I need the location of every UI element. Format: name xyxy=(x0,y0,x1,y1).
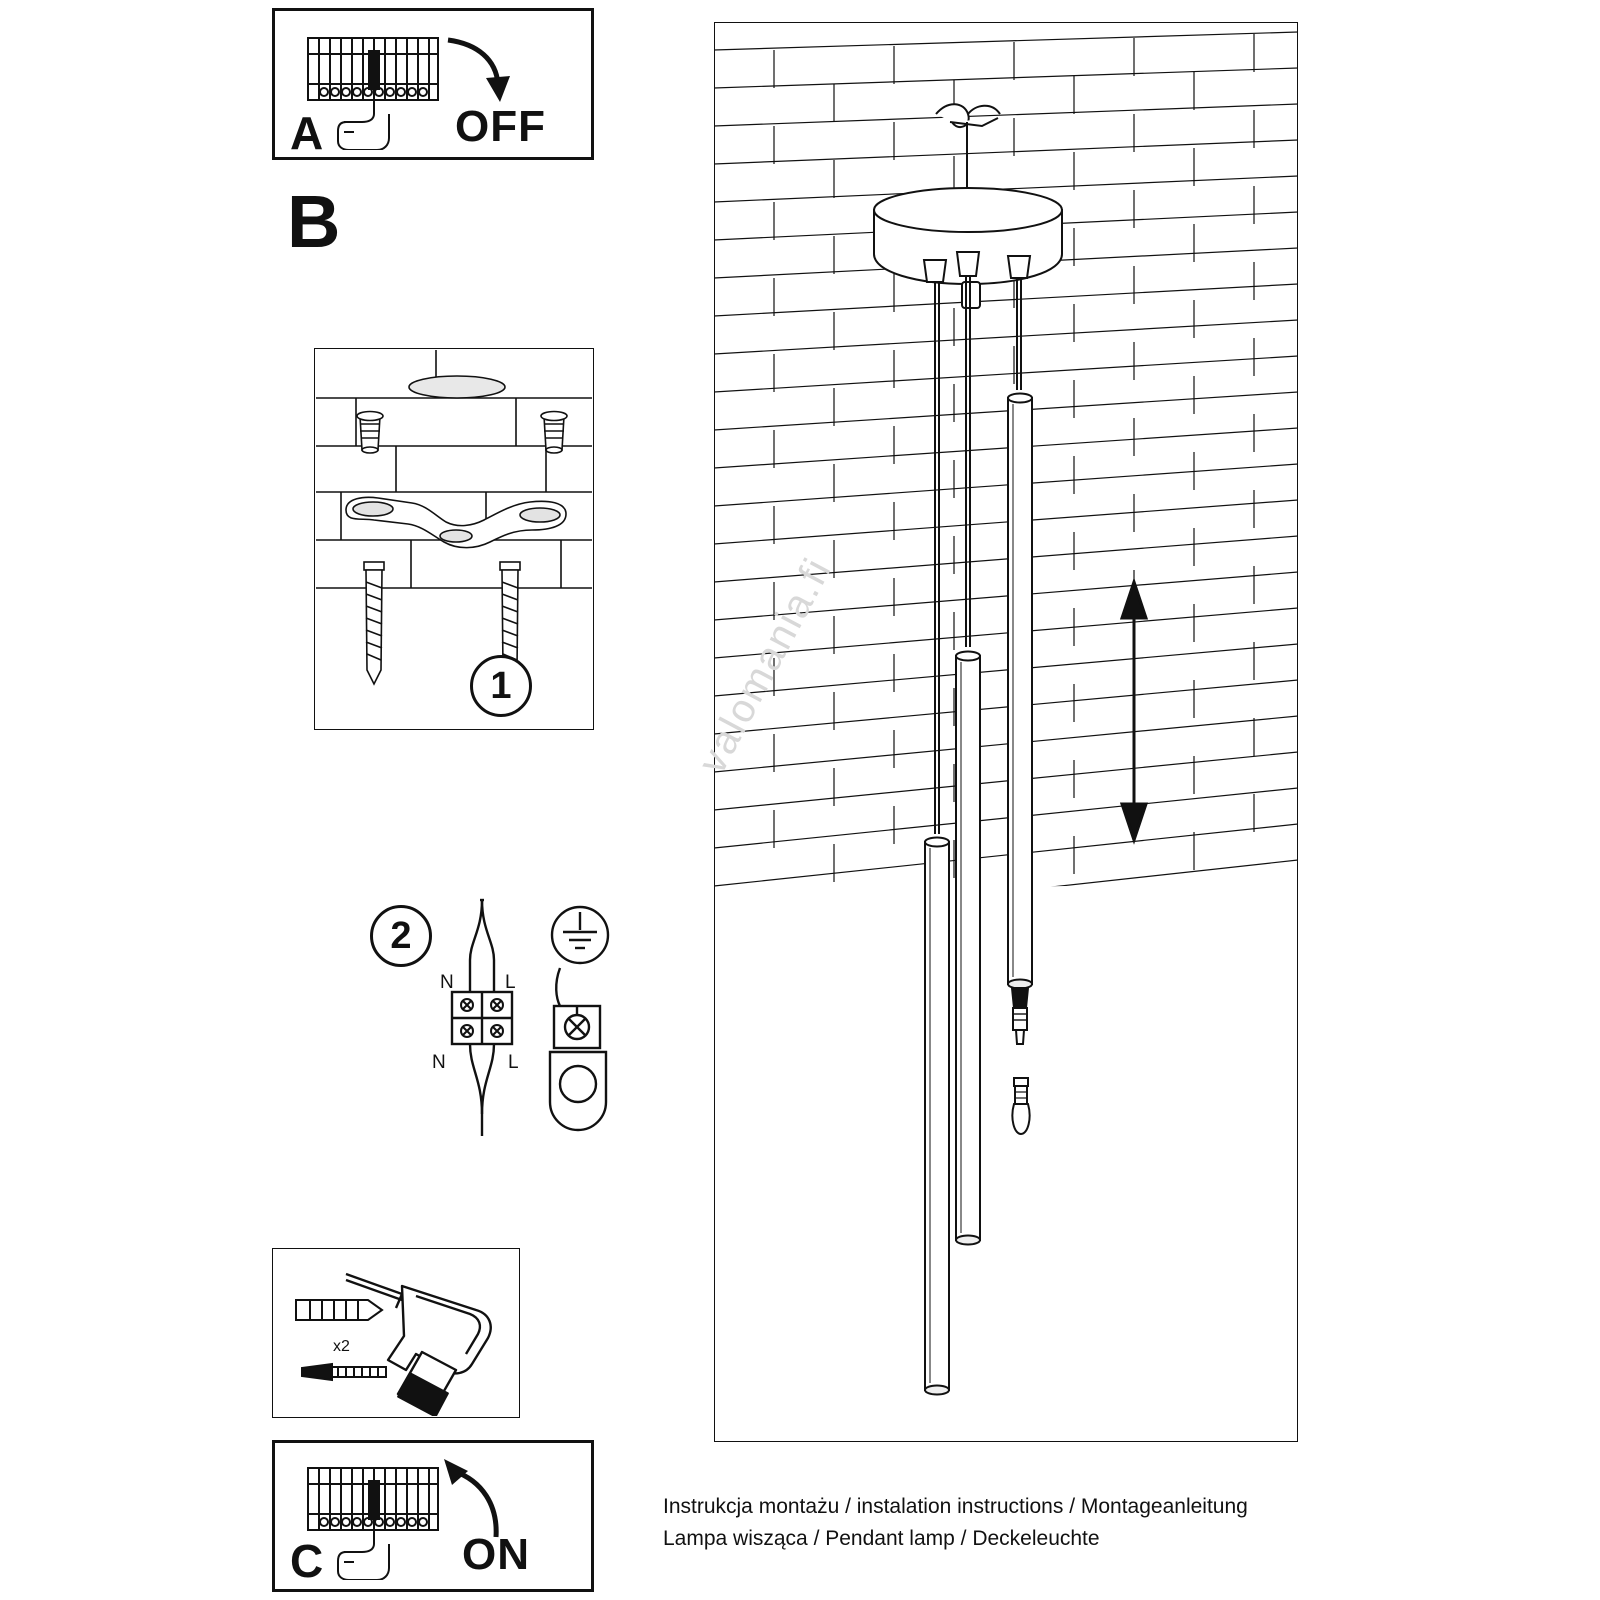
drill-icon xyxy=(330,1252,520,1416)
pendant-lamp-three-tubes xyxy=(714,22,1298,1442)
wall-plug-icon xyxy=(290,1288,390,1332)
wall-socket-icon xyxy=(530,960,640,1140)
watermark: valomania.fi xyxy=(690,550,841,781)
terminal-label-n-top: N xyxy=(440,972,454,993)
terminal-label-l-top: L xyxy=(505,972,516,993)
caption-line-1: Instrukcja montażu / instalation instructions / Montageanleitung xyxy=(663,1495,1248,1518)
tools-quantity-label: x2 xyxy=(333,1338,350,1355)
terminal-label-n-bottom: N xyxy=(432,1052,446,1073)
step-b2-number: 2 xyxy=(370,905,432,967)
step-a-label: OFF xyxy=(455,102,546,151)
arrow-down-curved-icon xyxy=(438,30,518,110)
step-c-letter: C xyxy=(290,1535,324,1587)
screw-icon xyxy=(288,1358,398,1388)
step-b1-number: 1 xyxy=(470,655,532,717)
caption-line-2: Lampa wisząca / Pendant lamp / Deckeleuchte xyxy=(663,1527,1100,1550)
step-c-label: ON xyxy=(462,1530,530,1579)
step-a-letter: A xyxy=(290,107,324,159)
height-adjust-arrow xyxy=(1122,582,1146,840)
arrow-up-curved-icon xyxy=(438,1455,518,1545)
ceiling-bracket-screws-icon xyxy=(316,350,592,728)
step-b-letter: B xyxy=(287,180,341,263)
terminal-label-l-bottom: L xyxy=(508,1052,519,1073)
